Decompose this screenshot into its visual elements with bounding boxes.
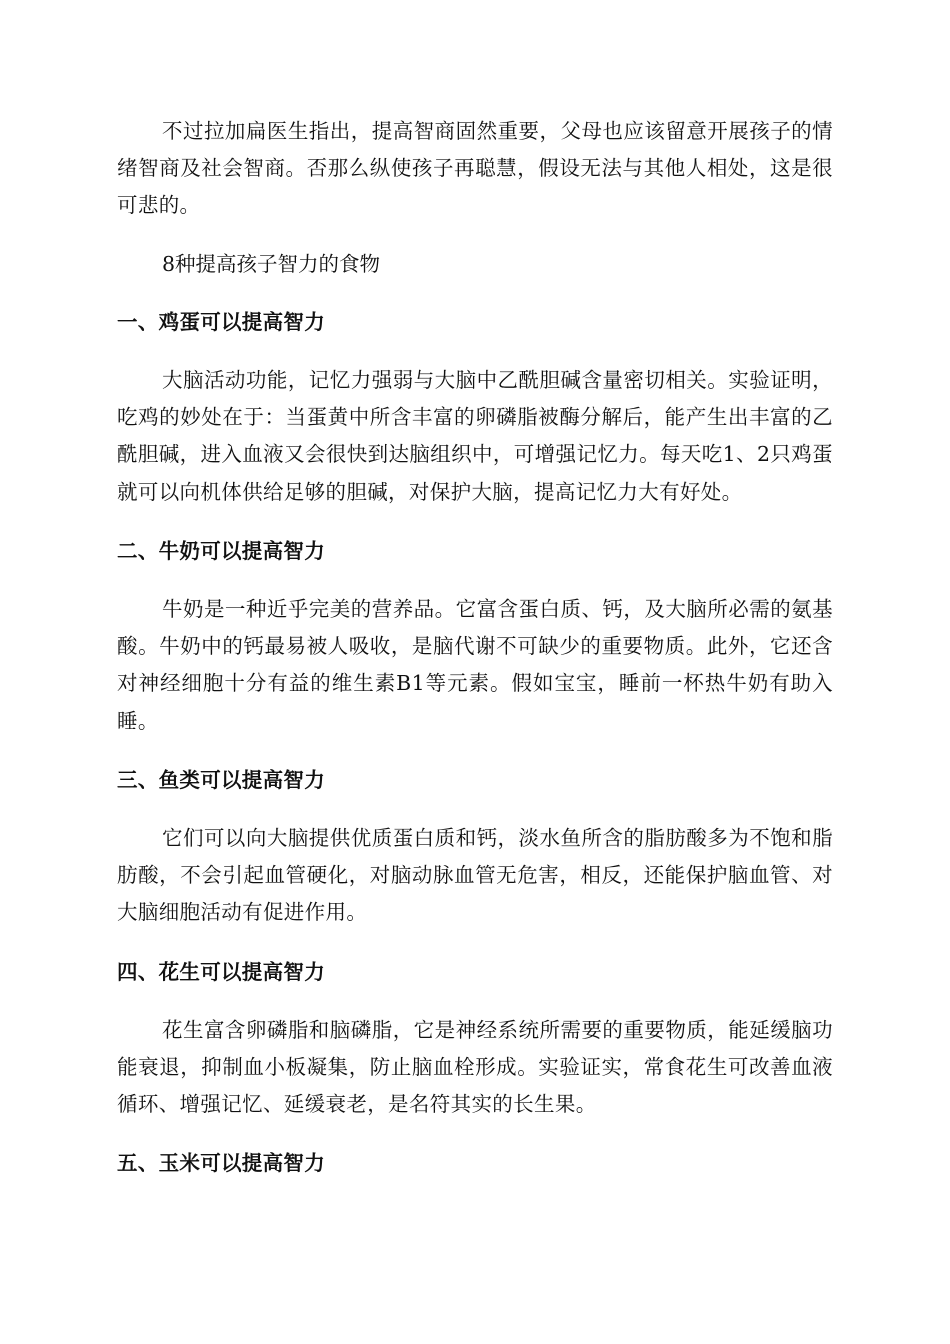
section-body-eggs: 大脑活动功能，记忆力强弱与大脑中乙酰胆碱含量密切相关。实验证明，吃鸡的妙处在于：当蛋黄中所含丰富的卵磷脂被酶分解后，能产生出丰富的乙酰胆碱，进入血液又会很快到达脑组织中，可增强记忆力。每天吃1、2只鸡蛋就可以向机体供给足够的胆碱，对保护大脑，提高记忆力大有好处。 — [117, 368, 833, 504]
section-body-peanuts: 花生富含卵磷脂和脑磷脂，它是神经系统所需要的重要物质，能延缓脑功能衰退，抑制血小板凝集，防止脑血栓形成。实验证实，常食花生可改善血液循环、增强记忆、延缓衰老，是名符其实的长生果。 — [117, 1017, 833, 1117]
section-body-fish: 它们可以向大脑提供优质蛋白质和钙，淡水鱼所含的脂肪酸多为不饱和脂肪酸，不会引起血管硬化，对脑动脉血管无危害，相反，还能保护脑血管、对大脑细胞活动有促进作用。 — [117, 826, 833, 925]
intro-paragraph: 不过拉加扁医生指出，提高智商固然重要，父母也应该留意开展孩子的情绪智商及社会智商。否那么纵使孩子再聪慧，假设无法与其他人相处，这是很可悲的。 — [117, 119, 833, 218]
document-page — [117, 113, 833, 1183]
section-heading-corn: 五、玉米可以提高智力 — [117, 1151, 325, 1176]
section-body-milk: 牛奶是一种近乎完美的营养品。它富含蛋白质、钙，及大脑所必需的氨基酸。牛奶中的钙最易被人吸收，是脑代谢不可缺少的重要物质。此外，它还含对神经细胞十分有益的维生素B1等元素。假如宝宝，睡前一杯热牛奶有助入睡。 — [117, 597, 833, 733]
section-heading-peanuts: 四、花生可以提高智力 — [117, 959, 325, 984]
section-heading-eggs: 一、鸡蛋可以提高智力 — [117, 309, 325, 334]
section-heading-milk: 二、牛奶可以提高智力 — [117, 538, 325, 563]
section-heading-fish: 三、鱼类可以提高智力 — [117, 767, 325, 792]
list-title: 8种提高孩子智力的食物 — [162, 251, 381, 276]
